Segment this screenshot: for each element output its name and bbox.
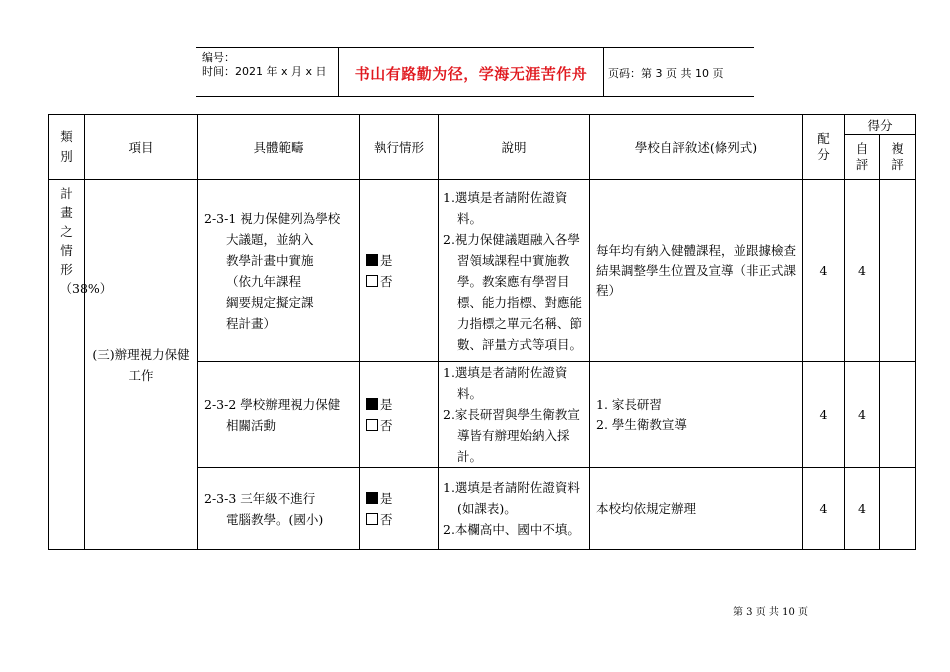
execution-cell — [360, 180, 439, 362]
description-cell: 1.選填是者請附佐證資料(如課表)。 2.本欄高中、國中不填。 — [439, 468, 590, 550]
allot-cell: 4 — [803, 468, 845, 550]
scope-cell: 2-3-2 學校辦理視力保健 相關活動 — [198, 362, 360, 468]
self-score-cell: 4 — [845, 362, 880, 468]
unchecked-box-icon[interactable] — [366, 275, 378, 287]
header-divider — [603, 48, 604, 96]
checked-box-icon[interactable] — [366, 492, 378, 504]
yes-option[interactable]: 是 — [366, 488, 438, 509]
header-scope: 具體範疇 — [198, 115, 360, 180]
scope-cell: 2-3-1 視力保健列為學校 大議題，並納入 教學計畫中實施 （依九年課程 綱要規定擬定課 程計畫） — [198, 180, 360, 362]
category-cell: 計畫之情形（38%） — [49, 180, 85, 550]
document-number-label: 编号： — [202, 51, 235, 64]
header-motto: 书山有路勤为径，学海无涯苦作舟 — [354, 65, 588, 83]
description-cell: 1.選填是者請附佐證資料。 2.家長研習與學生衛教宣導皆有辦理始納入採計。 — [439, 362, 590, 468]
execution-cell — [360, 468, 439, 550]
header-category: 類別 — [49, 115, 85, 180]
execution-cell — [360, 362, 439, 468]
header-divider — [338, 48, 339, 96]
yes-option[interactable]: 是 — [366, 394, 438, 415]
re-score-cell — [880, 468, 916, 550]
header-allot: 配分 — [803, 115, 845, 180]
header-self-description: 學校自評敘述(條列式) — [590, 115, 803, 180]
re-score-cell — [880, 180, 916, 362]
document-time-label: 时间：2021 年 x 月 x 日 — [202, 65, 327, 78]
no-option[interactable]: 否 — [366, 271, 438, 292]
self-description-cell: 1. 家長研習 2. 學生衛教宣導 — [590, 362, 803, 468]
header-item: 項目 — [85, 115, 198, 180]
description-cell: 1.選填是者請附佐證資料。 2.視力保健議題融入各學習領域課程中實施教學。教案應有學習目標、能力指標、對應能力指標之單元名稱、節數、評量方式等項目。 — [439, 180, 590, 362]
item-cell: (三)辦理視力保健工作 — [85, 180, 198, 550]
header-description: 說明 — [439, 115, 590, 180]
header-page-label: 页码：第 3 页 共 10 页 — [608, 67, 724, 80]
page-header — [196, 47, 754, 97]
page-footer: 第 3 页 共 10 页 — [733, 607, 808, 618]
no-option[interactable]: 否 — [366, 415, 438, 436]
header-self-eval: 自評 — [845, 135, 880, 180]
yes-option[interactable]: 是 — [366, 250, 438, 271]
re-score-cell — [880, 362, 916, 468]
self-score-cell: 4 — [845, 180, 880, 362]
allot-cell: 4 — [803, 362, 845, 468]
no-option[interactable]: 否 — [366, 509, 438, 530]
allot-cell: 4 — [803, 180, 845, 362]
table-row — [49, 180, 916, 362]
header-meta — [202, 51, 327, 79]
scope-cell: 2-3-3 三年級不進行 電腦教學。(國小) — [198, 468, 360, 550]
header-re-eval: 複評 — [880, 135, 916, 180]
unchecked-box-icon[interactable] — [366, 419, 378, 431]
header-execution: 執行情形 — [360, 115, 439, 180]
checked-box-icon[interactable] — [366, 254, 378, 266]
self-score-cell: 4 — [845, 468, 880, 550]
self-description-cell: 每年均有納入健體課程，並跟據檢查結果調整學生位置及宣導（非正式課程） — [590, 180, 803, 362]
checked-box-icon[interactable] — [366, 398, 378, 410]
self-description-cell: 本校均依規定辦理 — [590, 468, 803, 550]
header-score: 得分 — [845, 115, 916, 135]
evaluation-table — [48, 114, 916, 550]
unchecked-box-icon[interactable] — [366, 513, 378, 525]
